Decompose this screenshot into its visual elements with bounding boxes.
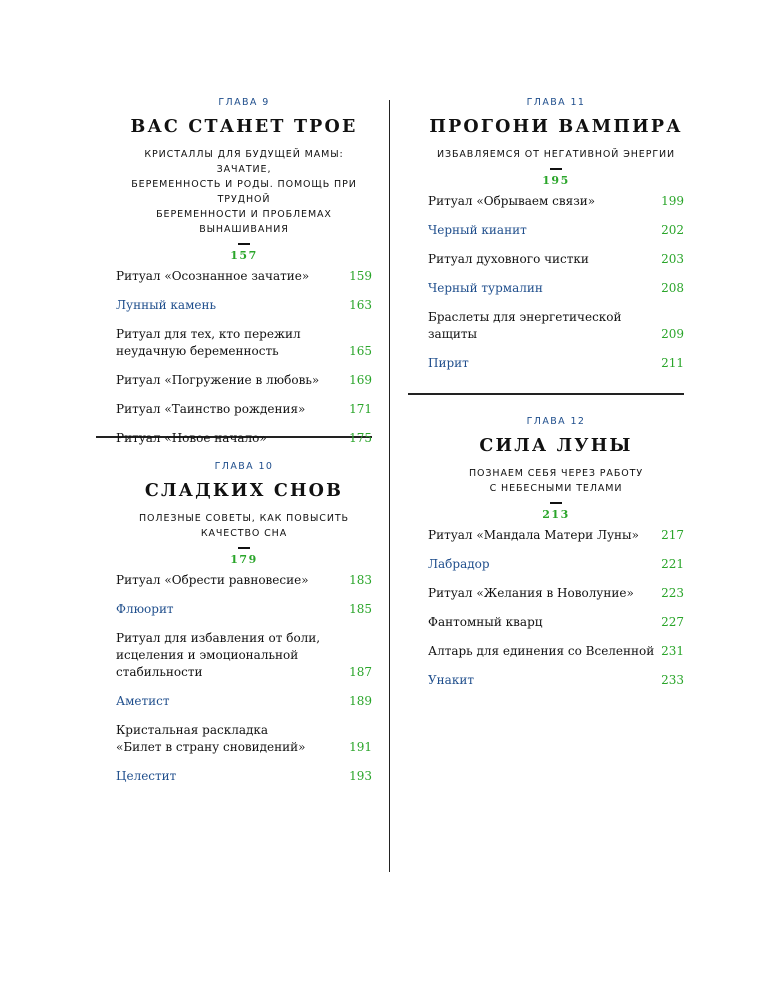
toc-entry-title: Ритуал «Осознанное зачатие»: [116, 268, 310, 283]
toc-entry-title: Лабрадор: [428, 556, 490, 571]
toc-entry-title: Ритуал для тех, кто пережил неудачную беременность: [116, 326, 301, 358]
column-divider: [389, 100, 390, 872]
toc-entry[interactable]: [116, 630, 372, 681]
toc-entry[interactable]: [116, 722, 372, 756]
dash-divider: [550, 502, 562, 504]
toc-entry[interactable]: [428, 556, 684, 573]
chapter-title: СЛАДКИХ СНОВ: [144, 481, 344, 501]
toc-entry[interactable]: [428, 251, 684, 268]
toc-entry-title: Ритуал духовного чистки: [428, 251, 589, 266]
toc-entry[interactable]: [116, 268, 372, 285]
chapter-subtitle: КРИСТАЛЛЫ ДЛЯ БУДУЩЕЙ МАМЫ: ЗАЧАТИЕ, БЕРЕМЕННОСТЬ И РОДЫ. ПОМОЩЬ ПРИ ТРУДНОЙ БЕРЕМЕННОСТИ И ПРОБЛЕМАХ ВЫНАШИВАНИЯ: [131, 149, 357, 235]
toc-entry-page: 193: [349, 768, 372, 783]
toc-entries: [428, 527, 684, 689]
toc-entry-page: 165: [349, 343, 372, 358]
toc-entry-title: Целестит: [116, 768, 177, 783]
toc-entry-title: Ритуал «Мандала Матери Луны»: [428, 527, 639, 542]
toc-entry[interactable]: [116, 326, 372, 360]
toc-entry-title: Аметист: [116, 693, 170, 708]
chapter-subtitle: ИЗБАВЛЯЕМСЯ ОТ НЕГАТИВНОЙ ЭНЕРГИИ: [436, 149, 676, 160]
toc-entry-title: Браслеты для энергетической защиты: [428, 309, 622, 341]
toc-entry-page: 233: [661, 672, 684, 687]
toc-entry[interactable]: [116, 401, 372, 418]
chapter-subtitle: ПОЗНАЕМ СЕБЯ ЧЕРЕЗ РАБОТУ С НЕБЕСНЫМИ ТЕЛАМИ: [468, 468, 644, 494]
toc-entry-page: 159: [349, 268, 372, 283]
toc-entry-title: Ритуал «Новое начало»: [116, 430, 267, 445]
toc-entry[interactable]: [116, 372, 372, 389]
toc-entry-title: Черный турмалин: [428, 280, 543, 295]
toc-entry-page: 175: [349, 430, 372, 445]
toc-entry-page: 231: [661, 643, 684, 658]
toc-entry[interactable]: [428, 672, 684, 689]
chapter-subtitle: ПОЛЕЗНЫЕ СОВЕТЫ, КАК ПОВЫСИТЬ КАЧЕСТВО СНА: [139, 513, 349, 539]
toc-entry[interactable]: [116, 572, 372, 589]
toc-entry-page: 183: [349, 572, 372, 587]
toc-entry-title: Ритуал «Обрести равновесие»: [116, 572, 309, 587]
chapter-page-number: 195: [542, 173, 570, 187]
toc-entries: [116, 268, 372, 447]
chapter-page-number: 157: [230, 248, 258, 262]
toc-entries: [428, 193, 684, 372]
toc-entry[interactable]: [428, 355, 684, 372]
toc-entry-title: Ритуал для избавления от боли, исцеления и эмоциональной стабильности: [116, 630, 321, 679]
toc-entry[interactable]: [428, 643, 684, 660]
toc-entry[interactable]: [116, 297, 372, 314]
section-divider-right: [408, 393, 684, 395]
chapter-label: ГЛАВА 10: [214, 461, 274, 472]
toc-entry-title: Фантомный кварц: [428, 614, 543, 629]
chapter-11: [428, 97, 684, 384]
chapter-page-number: 179: [230, 552, 258, 566]
chapter-title: ВАС СТАНЕТ ТРОЕ: [130, 117, 358, 137]
dash-divider: [238, 243, 250, 245]
toc-entry-page: 227: [661, 614, 684, 629]
toc-entry[interactable]: [116, 430, 372, 447]
toc-entry-page: 211: [661, 355, 684, 370]
toc-entry-title: Пирит: [428, 355, 469, 370]
toc-entry-page: 203: [661, 251, 684, 266]
toc-entry-title: Черный кианит: [428, 222, 527, 237]
toc-entry-title: Унакит: [428, 672, 474, 687]
toc-entry[interactable]: [116, 693, 372, 710]
toc-entry[interactable]: [428, 527, 684, 544]
chapter-label: ГЛАВА 11: [526, 97, 586, 108]
toc-entry-page: 209: [661, 326, 684, 341]
chapter-title: ПРОГОНИ ВАМПИРА: [429, 117, 683, 137]
toc-entry-title: Ритуал «Таинство рождения»: [116, 401, 306, 416]
toc-entry[interactable]: [428, 585, 684, 602]
chapter-9: [116, 97, 372, 459]
toc-entry[interactable]: [116, 768, 372, 785]
toc-entry[interactable]: [428, 309, 684, 343]
toc-entry-page: 185: [349, 601, 372, 616]
toc-entry-page: 208: [661, 280, 684, 295]
toc-entry-title: Лунный камень: [116, 297, 217, 312]
toc-entry-page: 187: [349, 664, 372, 679]
toc-entry-title: Ритуал «Желания в Новолуние»: [428, 585, 634, 600]
chapter-10: [116, 461, 372, 797]
chapter-label: ГЛАВА 9: [218, 97, 270, 108]
toc-entry-page: 199: [661, 193, 684, 208]
toc-entry-page: 217: [661, 527, 684, 542]
toc-entry-title: Алтарь для единения со Вселенной: [428, 643, 655, 658]
toc-entry-page: 221: [661, 556, 684, 571]
toc-entry-page: 223: [661, 585, 684, 600]
toc-entry-page: 191: [349, 739, 372, 754]
toc-entries: [116, 572, 372, 785]
chapter-12: [428, 416, 684, 701]
dash-divider: [550, 168, 562, 170]
chapter-page-number: 213: [542, 507, 570, 521]
toc-entry[interactable]: [428, 280, 684, 297]
toc-entry-title: Ритуал «Погружение в любовь»: [116, 372, 320, 387]
toc-entry-title: Ритуал «Обрываем связи»: [428, 193, 596, 208]
toc-entry[interactable]: [428, 614, 684, 631]
toc-entry-title: Кристальная раскладка «Билет в страну сновидений»: [116, 722, 306, 754]
toc-entry-page: 189: [349, 693, 372, 708]
toc-entry-page: 171: [349, 401, 372, 416]
toc-entry[interactable]: [116, 601, 372, 618]
toc-entry-page: 163: [349, 297, 372, 312]
toc-entry[interactable]: [428, 222, 684, 239]
toc-entry-page: 202: [661, 222, 684, 237]
chapter-title: СИЛА ЛУНЫ: [479, 436, 633, 456]
chapter-label: ГЛАВА 12: [526, 416, 586, 427]
dash-divider: [238, 547, 250, 549]
toc-entry-page: 169: [349, 372, 372, 387]
toc-entry[interactable]: [428, 193, 684, 210]
toc-entry-title: Флюорит: [116, 601, 174, 616]
